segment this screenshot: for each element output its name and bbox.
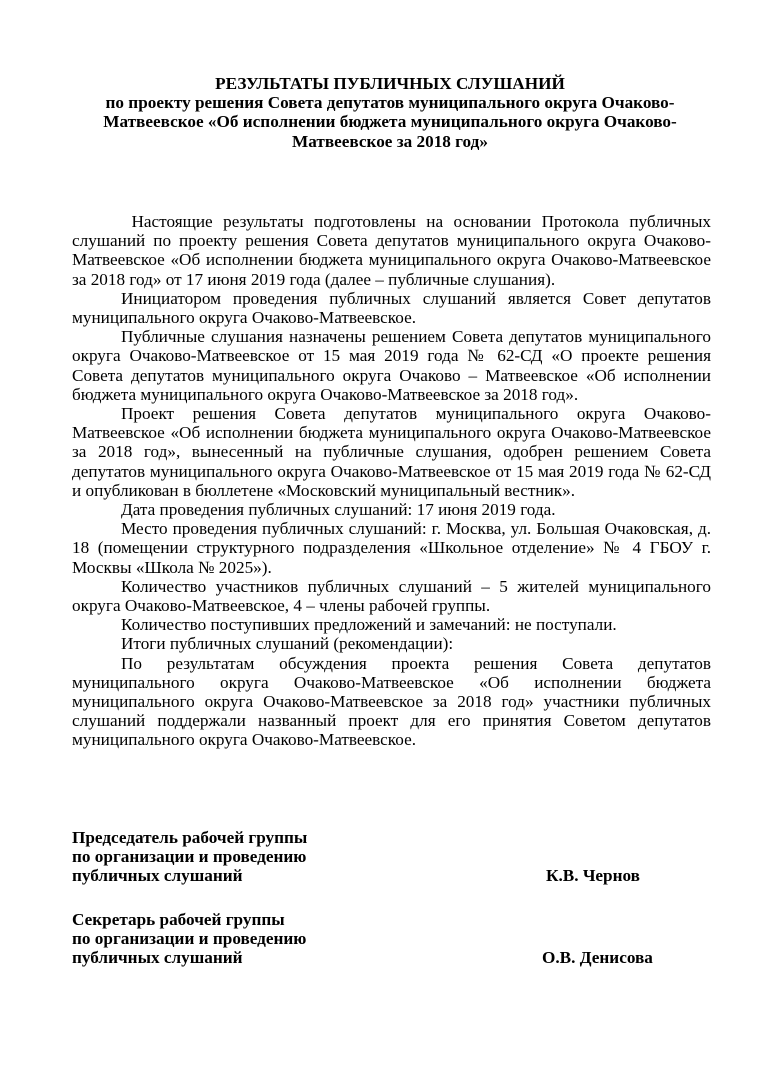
signature-chairman-name: К.В. Чернов [546, 866, 640, 886]
document-title [60, 74, 720, 151]
paragraph-results-heading: Итоги публичных слушаний (рекомендации): [121, 634, 454, 654]
signature-secretary-line-2: по организации и проведению [72, 929, 307, 949]
paragraph-proposals: Количество поступивших предложений и замечаний: не поступали. [121, 615, 617, 635]
title-line-2: по проекту решения Совета депутатов муниципального округа Очаково- [105, 93, 675, 113]
signature-chairman-line-1: Председатель рабочей группы [72, 828, 308, 847]
title-line-1: РЕЗУЛЬТАТЫ ПУБЛИЧНЫХ СЛУШАНИЙ [215, 74, 565, 93]
signature-secretary [72, 910, 692, 968]
signature-chairman [72, 828, 692, 886]
signature-secretary-line-3: публичных слушаний [72, 948, 243, 968]
paragraph-project: Проект решения Совета депутатов муниципального округа Очаково-Матвеевское «Об исполнении бюджета муниципального округа Очаково-Матвеевское за 2018 год», вынесенный на публичные слушания, одобрен решением Совета депутатов муниципального округа Очаково-Матвеевское от 15 мая 2019 года № 62-СД и опубликован в бюллетене «Московский муниципальный вестник». [72, 404, 711, 500]
signature-secretary-name: О.В. Денисова [542, 948, 653, 968]
paragraph-participants: Количество участников публичных слушаний – 5 жителей муниципального округа Очаково-Матвеевское, 4 – члены рабочей группы. [72, 576, 711, 616]
paragraph-place: Место проведения публичных слушаний: г. Москва, ул. Большая Очаковская, д. 18 (помещении структурного подразделения «Школьное отделение» № 4 ГБОУ г. Москвы «Школа № 2025»). [72, 519, 711, 577]
document-body [72, 212, 716, 750]
title-line-3: Матвеевское «Об исполнении бюджета муниципального округа Очаково- [103, 112, 677, 132]
signature-secretary-line-1: Секретарь рабочей группы [72, 910, 285, 929]
signature-chairman-line-2: по организации и проведению [72, 847, 307, 867]
paragraph-date: Дата проведения публичных слушаний: 17 июня 2019 года. [121, 500, 556, 520]
paragraph-initiator: Инициатором проведения публичных слушаний является Совет депутатов муниципального округа Очаково-Матвеевское. [72, 288, 711, 328]
paragraph-basis: Настоящие результаты подготовлены на основании Протокола публичных слушаний по проекту решения Совета депутатов муниципального округа Очаково-Матвеевское «Об исполнении бюджета муниципального округа Очаково-Матвеевское за 2018 год» от 17 июня 2019 года (далее – публичные слушания). [72, 212, 716, 289]
paragraph-results: По результатам обсуждения проекта решения Совета депутатов муниципального округа Очаково-Матвеевское «Об исполнении бюджета муниципального округа Очаково-Матвеевское за 2018 год» участники публичных слушаний поддержали названный проект для его принятия Советом депутатов муниципального округа Очаково-Матвеевское. [72, 653, 711, 750]
title-line-4: Матвеевское за 2018 год» [292, 131, 488, 151]
signature-chairman-line-3: публичных слушаний [72, 866, 243, 886]
paragraph-appointment: Публичные слушания назначены решением Совета депутатов муниципального округа Очаково-Матвеевское от 15 мая 2019 года № 62-СД «О проекте решения Совета депутатов муниципального округа Очаково – Матвеевское «Об исполнении бюджета муниципального округа Очаково-Матвеевское за 2018 год». [72, 327, 711, 404]
